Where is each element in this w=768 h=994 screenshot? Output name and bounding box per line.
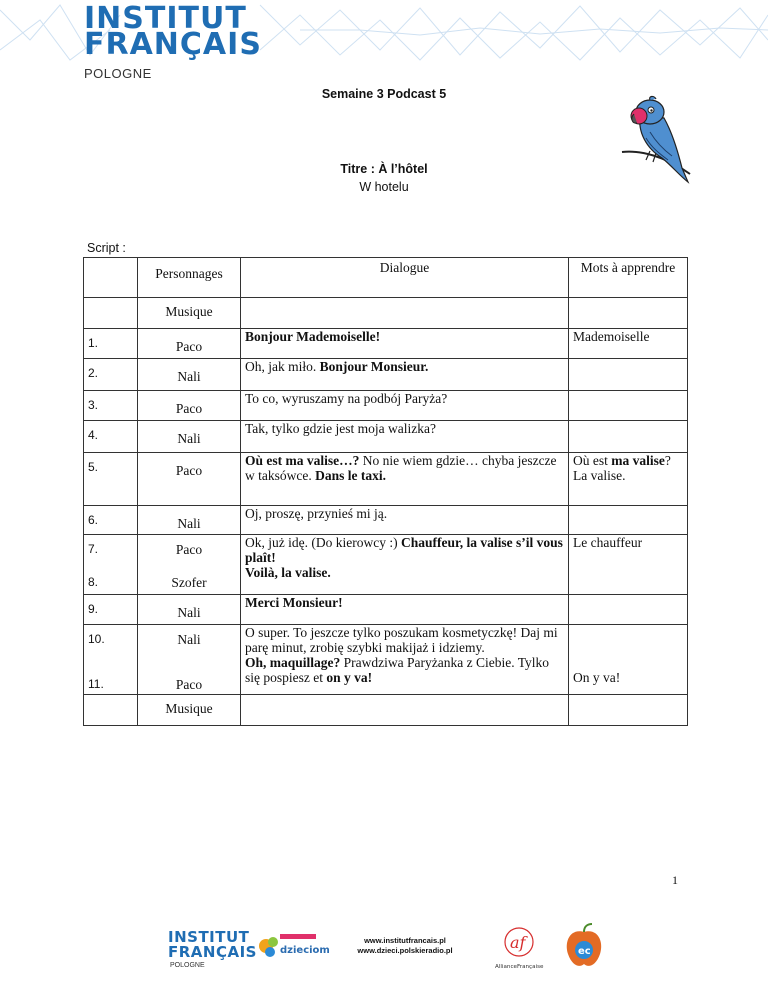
row-number-value: 2. [88,366,99,380]
music-words-cell [569,298,688,329]
row-number [84,329,138,359]
document-title: Titre : À l’hôtel [340,162,428,176]
words-to-learn [569,595,688,625]
svg-text:af: af [510,933,526,952]
speaker-name: Nali [177,369,201,384]
table-row [84,359,688,391]
dialogue-text: Où est ma valise…? No nie wiem gdzie… chyba jeszcze w taksówce. Dans le taxi. [241,453,569,506]
table-row [84,453,688,506]
music-end-dialogue-cell [241,695,569,726]
row-number [84,453,138,506]
words-to-learn: Où est ma valise? La valise. [569,453,688,506]
row-number [84,506,138,535]
speaker [138,453,241,506]
speaker-name: Paco [175,542,203,557]
speaker [138,359,241,391]
words-to-learn [569,506,688,535]
speaker-name: Paco [175,339,203,354]
row-number-value: 3. [88,398,99,412]
table-header-row [84,258,688,298]
header-dialogue: Dialogue [241,258,569,298]
table-row [84,595,688,625]
footer-url-dzieci[interactable]: www.dzieci.polskieradio.pl [357,946,453,955]
week-title: Semaine 3 Podcast 5 [321,87,447,101]
page-number: 1 [672,873,678,887]
row-number-value: 4. [88,428,99,442]
dialogue-text: O super. To jeszcze tylko poszukam kosmetyczkę! Daj mi parę minut, zrobię szybki makijaż i idziemy. Oh, maquillage? Prawdziwa Paryżanka z Ciebie. Tylko się pospiesz et on y va! [241,625,569,695]
header-personnages: Personnages [138,258,241,298]
logo-institut: INSTITUT [84,1,247,36]
row-number [84,391,138,421]
speaker [138,329,241,359]
speaker-name: Nali [177,516,201,531]
words-to-learn [569,421,688,453]
row-number-value: 1. [88,336,99,350]
footer-logo-country: POLOGNE [170,962,205,969]
parrot-illustration [620,96,700,186]
words-to-learn: Mademoiselle [569,329,688,359]
row-number [84,359,138,391]
speaker-name: Nali [177,431,201,446]
music-num-cell [84,298,138,329]
music-end-words-cell [569,695,688,726]
ec-apple-logo [560,922,610,972]
row-number-value: 9. [88,602,99,616]
dialogue-text: Oj, proszę, przynieś mi ją. [241,506,569,535]
dialogue-table [83,257,688,726]
row-number-value: 8. [88,575,99,589]
row-number [84,421,138,453]
row-number [84,595,138,625]
table-row [84,421,688,453]
alliance-text: AllianceFrançaise [495,964,544,970]
dialogue-text: Bonjour Mademoiselle! [241,329,569,359]
table-row-music-end [84,695,688,726]
header-mots: Mots à apprendre [569,258,688,298]
speaker-name: Paco [175,463,203,478]
music-dialogue-cell [241,298,569,329]
speaker-name: Paco [175,677,203,692]
logo-country: POLOGNE [84,66,152,81]
polskie-radio-dzieciom-logo [258,930,330,960]
table-row [84,506,688,535]
words-to-learn: On y va! [569,625,688,695]
table-row [84,535,688,595]
speaker-name: Nali [177,632,201,647]
header-num-cell [84,258,138,298]
row-number-value: 10. [88,632,105,646]
alliance-francaise-logo [494,926,544,972]
speaker [138,421,241,453]
music-end-label: Musique [138,695,241,726]
logo-francais: FRANÇAIS [84,27,262,62]
row-number [84,625,138,695]
table-row [84,625,688,695]
words-to-learn: Le chauffeur [569,535,688,595]
row-number-value: 7. [88,542,99,556]
music-label: Musique [138,298,241,329]
row-number-value: 6. [88,513,99,527]
document-title-polish: W hotelu [359,180,409,194]
table-row [84,391,688,421]
table-row [84,329,688,359]
speaker-name: Paco [175,401,203,416]
row-number-value: 5. [88,460,99,474]
speaker-name: Szofer [171,575,207,590]
table-row-music-start [84,298,688,329]
footer-url-institut[interactable]: www.institutfrancais.pl [364,936,446,945]
dialogue-text: Tak, tylko gdzie jest moja walizka? [241,421,569,453]
partner-text: dzieciom [280,945,330,956]
row-number [84,535,138,595]
dialogue-text: To co, wyruszamy na podbój Paryża? [241,391,569,421]
footer-logo-line1: INSTITUT [168,928,250,946]
speaker [138,625,241,695]
dialogue-text: Merci Monsieur! [241,595,569,625]
footer-logo-institut-francais [168,930,257,960]
speaker [138,535,241,595]
speaker-name: Nali [177,605,201,620]
speaker [138,595,241,625]
script-label: Script : [87,241,126,255]
footer-urls [340,936,470,956]
footer-logo-line2: FRANÇAIS [168,943,257,961]
speaker [138,506,241,535]
dialogue-text: Oh, jak miło. Bonjour Monsieur. [241,359,569,391]
music-end-num-cell [84,695,138,726]
svg-text:ec: ec [578,946,591,957]
words-to-learn [569,359,688,391]
dialogue-text: Ok, już idę. (Do kierowcy :) Chauffeur, la valise s’il vous plaît! Voilà, la valise. [241,535,569,595]
speaker [138,391,241,421]
words-to-learn [569,391,688,421]
row-number-value: 11. [88,677,104,691]
